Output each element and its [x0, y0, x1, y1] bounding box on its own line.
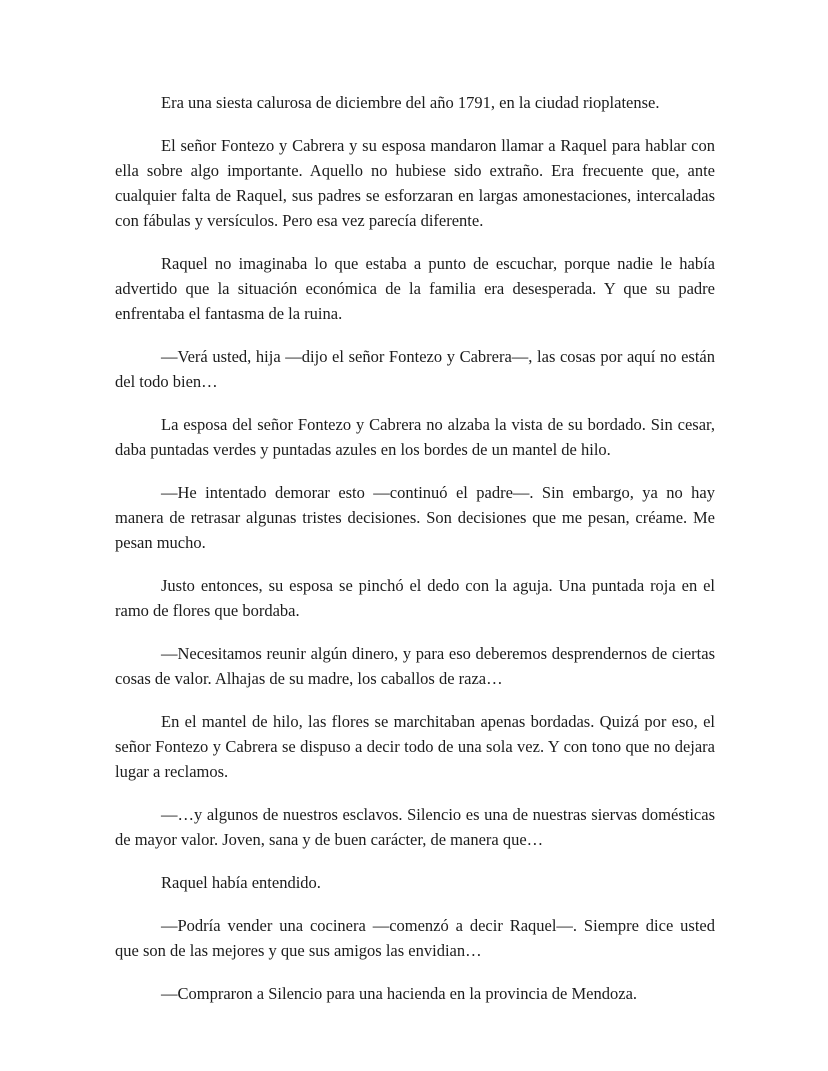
paragraph: Raquel había entendido. — [161, 873, 321, 892]
paragraph: Justo entonces, su esposa se pinchó el dedo con la aguja. Una puntada roja en el ramo de flores que bordaba. — [115, 576, 715, 620]
text-block — [115, 90, 715, 1006]
paragraph: —Compraron a Silencio para una hacienda en la provincia de Mendoza. — [161, 984, 638, 1003]
paragraph: Raquel no imaginaba lo que estaba a punto de escuchar, porque nadie le había advertido que la situación económica de la familia era desesperada. Y que su padre enfrentaba el fantasma de la ruina. — [115, 254, 715, 323]
paragraph: La esposa del señor Fontezo y Cabrera no alzaba la vista de su bordado. Sin cesar, daba puntadas verdes y puntadas azules en los bordes de un mantel de hilo. — [115, 415, 715, 459]
paragraph: —…y algunos de nuestros esclavos. Silencio es una de nuestras siervas domésticas de mayor valor. Joven, sana y de buen carácter, de manera que… — [115, 805, 715, 849]
paragraph: Era una siesta calurosa de diciembre del año 1791, en la ciudad rioplatense. — [161, 93, 660, 112]
paragraph: —Necesitamos reunir algún dinero, y para eso deberemos desprendernos de ciertas cosas de valor. Alhajas de su madre, los caballos de raza… — [115, 644, 715, 688]
paragraph: —Podría vender una cocinera —comenzó a decir Raquel—. Siempre dice usted que son de las mejores y que sus amigos las envidian… — [115, 916, 715, 960]
paragraph: En el mantel de hilo, las flores se marchitaban apenas bordadas. Quizá por eso, el señor Fontezo y Cabrera se dispuso a decir todo de una sola vez. Y con tono que no dejara lugar a reclamos. — [115, 712, 715, 781]
paragraph: —He intentado demorar esto —continuó el padre—. Sin embargo, ya no hay manera de retrasar algunas tristes decisiones. Son decisiones que me pesan, créame. Me pesan mucho. — [115, 483, 715, 552]
paragraph: —Verá usted, hija —dijo el señor Fontezo y Cabrera—, las cosas por aquí no están del todo bien… — [115, 347, 715, 391]
paragraph: El señor Fontezo y Cabrera y su esposa mandaron llamar a Raquel para hablar con ella sobre algo importante. Aquello no hubiese sido extraño. Era frecuente que, ante cualquier falta de Raquel, sus padres se esforzaran en largas amonestaciones, intercaladas con fábulas y versículos. Pero esa vez parecía diferente. — [115, 136, 715, 230]
